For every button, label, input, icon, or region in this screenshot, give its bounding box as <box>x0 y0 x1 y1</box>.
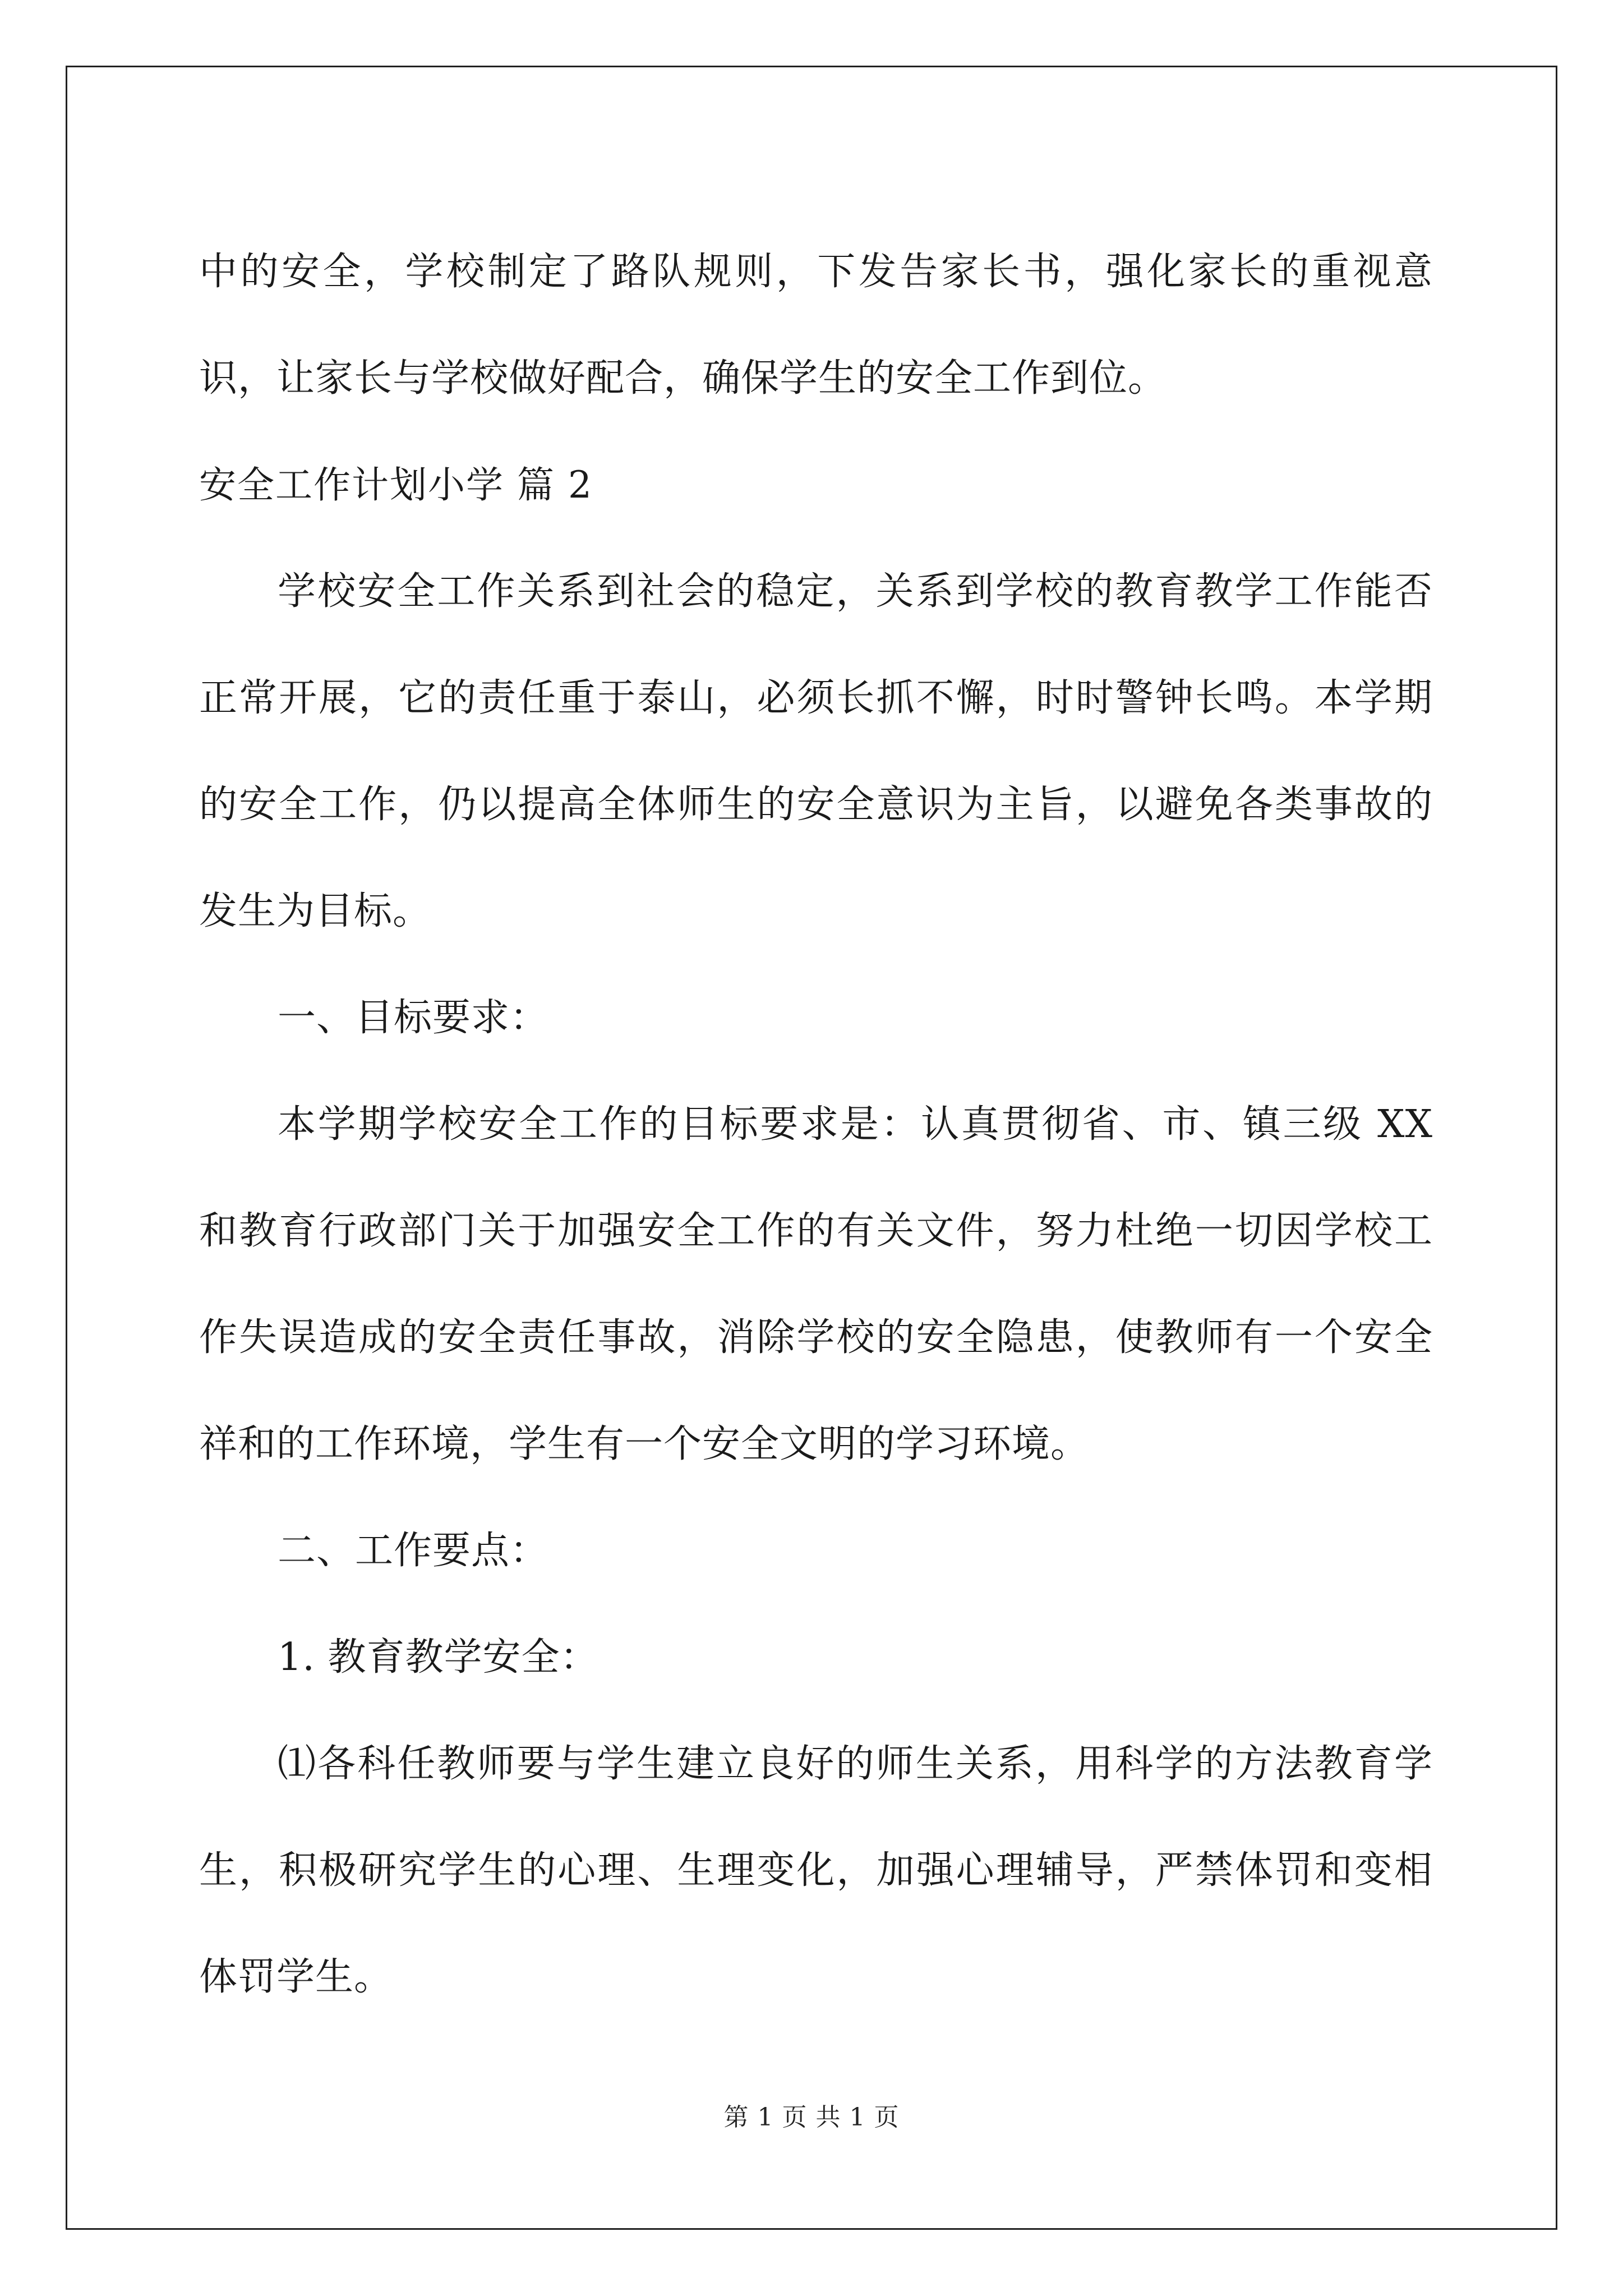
document-body <box>199 219 1433 2031</box>
subheading-key-points: 二、工作要点： <box>278 1529 549 1573</box>
section-heading: 安全工作计划小学 篇 2 <box>199 463 593 507</box>
subheading-goals: 一、目标要求： <box>278 996 549 1040</box>
paragraph-intro: 学校安全工作关系到社会的稳定，关系到学校的教育教学工作能否正常开展，它的责任重于泰山，必须长抓不懈，时时警钟长鸣。本学期的安全工作，仍以提高全体师生的安全意识为主旨，以避免各类事故的发生为目标。 <box>199 569 1433 933</box>
page-number-footer: 第 1 页 共 1 页 <box>723 2103 900 2132</box>
paragraph-teacher-relations: ⑴各科任教师要与学生建立良好的师生关系，用科学的方法教育学生，积极研究学生的心理、生理变化，加强心理辅导，严禁体罚和变相体罚学生。 <box>199 1742 1433 1999</box>
paragraph-goals: 本学期学校安全工作的目标要求是：认真贯彻省、市、镇三级 XX 和教育行政部门关于加强安全工作的有关文件，努力杜绝一切因学校工作失误造成的安全责任事故，消除学校的安全隐患，使教师有一个安全祥和的工作环境，学生有一个安全文明的学习环境。 <box>199 1102 1433 1466</box>
paragraph-continuation: 中的安全，学校制定了路队规则，下发告家长书，强化家长的重视意识，让家长与学校做好配合，确保学生的安全工作到位。 <box>199 250 1433 401</box>
subheading-teaching-safety: 1. 教育教学安全： <box>278 1635 599 1680</box>
